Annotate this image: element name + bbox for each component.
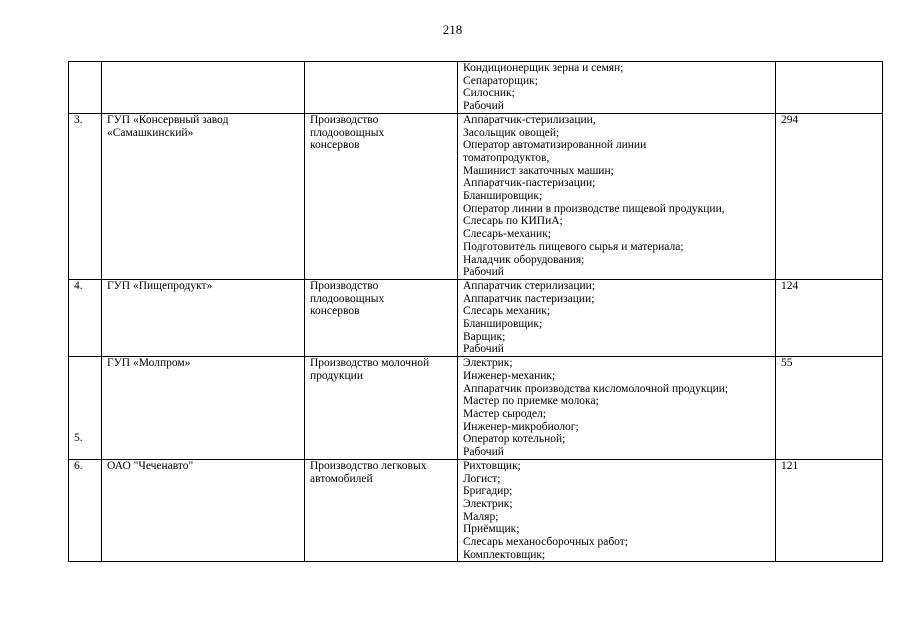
organization-name: ГУП «Пищепродукт» — [102, 279, 305, 356]
occupation-item: Слесарь по КИПиА; — [463, 215, 563, 228]
occupation-item: Электрик; — [463, 357, 513, 370]
occupation-item: Бланшировщик; — [463, 190, 543, 203]
occupation-item: Приёмщик; — [463, 523, 520, 536]
occupation-item: Сепараторщик; — [463, 74, 538, 87]
worker-count: 55 — [776, 357, 883, 460]
occupation-item: Мастер сыродел; — [463, 407, 547, 420]
table-row — [69, 62, 883, 114]
occupation-item: Мастер по приемке молока; — [463, 395, 599, 408]
production-type: Производство плодоовощных консервов — [305, 113, 458, 279]
row-index: 4. — [69, 279, 102, 356]
occupation-item: Рабочий — [463, 343, 504, 356]
occupation-item: Аппаратчик производства кисломолочной продукции; — [463, 382, 729, 395]
row-index: 6. — [69, 459, 102, 562]
occupations-list — [458, 459, 776, 562]
table-row — [69, 357, 883, 460]
occupation-item: Слесарь механик; — [463, 305, 551, 318]
worker-count: 121 — [776, 459, 883, 562]
occupation-item: Аппаратчик стерилизации; — [463, 279, 596, 292]
production-type: Производство плодоовощных консервов — [305, 279, 458, 356]
production-type — [305, 62, 458, 114]
occupation-item: Силосник; — [463, 87, 515, 100]
occupation-item: Оператор автоматизированной линии — [463, 139, 647, 152]
occupation-item: Логист; — [463, 472, 501, 485]
worker-count: 294 — [776, 113, 883, 279]
occupation-item: Аппаратчик-стерилизации, — [463, 113, 596, 126]
occupations-list — [458, 279, 776, 356]
row-index — [69, 62, 102, 114]
occupation-item: Рихтовщик; — [463, 459, 521, 472]
occupation-item: Аппаратчик-пастеризации; — [463, 177, 596, 190]
occupation-item: Подготовитель пищевого сырья и материала; — [463, 240, 684, 253]
enterprises-table — [68, 61, 883, 562]
occupation-item: Инженер-механик; — [463, 369, 556, 382]
occupation-item: Оператор линии в производстве пищевой продукции, — [463, 202, 725, 215]
occupations-list — [458, 62, 776, 114]
production-type: Производство легковых автомобилей — [305, 459, 458, 562]
organization-name: ГУП «Молпром» — [102, 357, 305, 460]
occupations-list — [458, 357, 776, 460]
occupation-item: Комплектовщик; — [463, 548, 546, 561]
occupation-item: Рабочий — [463, 266, 504, 279]
occupation-item: Машинист закаточных машин; — [463, 164, 614, 177]
occupation-item: Рабочий — [463, 446, 504, 459]
occupation-item: Маляр; — [463, 510, 499, 523]
row-index: 3. — [69, 113, 102, 279]
occupation-item: Слесарь-механик; — [463, 228, 551, 241]
table-row — [69, 459, 883, 562]
occupations-list — [458, 113, 776, 279]
occupation-item: Кондиционерщик зерна и семян; — [463, 62, 624, 74]
organization-name — [102, 62, 305, 114]
occupation-item: Оператор котельной; — [463, 433, 566, 446]
table-row — [69, 279, 883, 356]
occupation-item: томатопродуктов, — [463, 151, 550, 164]
organization-name: ОАО "Чеченавто" — [102, 459, 305, 562]
table-row — [69, 113, 883, 279]
production-type: Производство молочной продукции — [305, 357, 458, 460]
row-index: 5. — [69, 357, 102, 460]
occupation-item: Рабочий — [463, 100, 504, 113]
occupation-item: Слесарь механосборочных работ; — [463, 536, 629, 549]
occupation-item: Инженер-микробиолог; — [463, 420, 579, 433]
organization-name: ГУП «Консервный завод «Самашкинский» — [102, 113, 305, 279]
worker-count: 124 — [776, 279, 883, 356]
page-number: 218 — [442, 22, 463, 37]
occupation-item: Наладчик оборудования; — [463, 253, 585, 266]
occupation-item: Засольщик овощей; — [463, 126, 560, 139]
occupation-item: Бланшировщик; — [463, 318, 543, 331]
occupation-item: Аппаратчик пастеризации; — [463, 292, 595, 305]
occupation-item: Варщик; — [463, 330, 506, 343]
occupation-item: Электрик; — [463, 497, 513, 510]
occupation-item: Бригадир; — [463, 485, 513, 498]
worker-count — [776, 62, 883, 114]
